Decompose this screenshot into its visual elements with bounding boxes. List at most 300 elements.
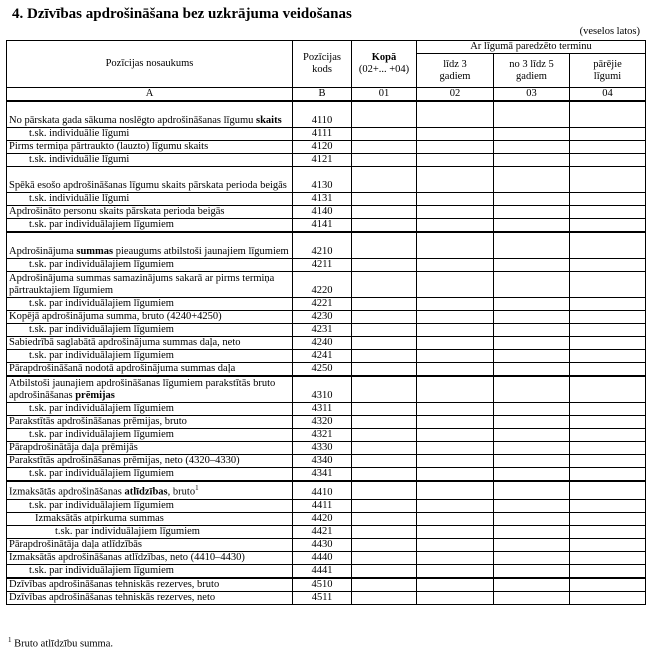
cell-other[interactable] xyxy=(570,337,646,350)
row-code: 4130 xyxy=(293,167,352,193)
row-name-text: t.sk. par individuālajiem līgumiem xyxy=(29,499,174,511)
cell-up-to-3-years[interactable] xyxy=(417,416,494,429)
row-name xyxy=(7,525,293,538)
cell-other[interactable] xyxy=(570,455,646,468)
table-row xyxy=(7,167,646,193)
row-code: 4111 xyxy=(293,128,352,141)
footnote-ref: 1 xyxy=(195,484,199,492)
cell-3-to-5-years[interactable] xyxy=(494,551,570,564)
cell-total[interactable] xyxy=(352,363,417,377)
cell-up-to-3-years[interactable] xyxy=(417,376,494,403)
row-name-text: Izmaksātās apdrošināšanas xyxy=(9,486,125,498)
header-code-line1: Pozīcijas xyxy=(303,52,341,63)
cell-up-to-3-years[interactable] xyxy=(417,259,494,272)
cell-3-to-5-years[interactable] xyxy=(494,298,570,311)
table-row xyxy=(7,416,646,429)
cell-up-to-3-years[interactable] xyxy=(417,101,494,128)
row-code: 4420 xyxy=(293,512,352,525)
row-name-text: Kopējā apdrošinājuma summa, bruto (4240+4250) xyxy=(9,311,222,322)
cell-3-to-5-years[interactable] xyxy=(494,193,570,206)
cell-total[interactable] xyxy=(352,232,417,259)
header-sub-2-line2: gadiem xyxy=(516,70,547,82)
row-code: 4441 xyxy=(293,564,352,578)
cell-up-to-3-years[interactable] xyxy=(417,232,494,259)
cell-total[interactable] xyxy=(352,416,417,429)
row-code: 4211 xyxy=(293,259,352,272)
cell-other[interactable] xyxy=(570,564,646,578)
row-name-text: Sabiedrībā saglabātā apdrošinājuma summas daļa, neto xyxy=(9,337,241,348)
row-code: 4321 xyxy=(293,429,352,442)
header-sub-3-line2: līgumi xyxy=(593,70,622,82)
row-name-bold: prēmijas xyxy=(75,390,115,401)
cell-up-to-3-years[interactable] xyxy=(417,363,494,377)
unit-note: (veselos latos) xyxy=(579,26,640,37)
table-row xyxy=(7,193,646,206)
table-row xyxy=(7,512,646,525)
cell-up-to-3-years[interactable] xyxy=(417,337,494,350)
row-code: 4340 xyxy=(293,455,352,468)
cell-other[interactable] xyxy=(570,512,646,525)
cell-up-to-3-years[interactable] xyxy=(417,324,494,337)
cell-up-to-3-years[interactable] xyxy=(417,311,494,324)
table-row xyxy=(7,128,646,141)
row-name-text: t.sk. par individuālajiem līgumiem xyxy=(29,219,174,230)
cell-total[interactable] xyxy=(352,154,417,167)
row-code: 4231 xyxy=(293,324,352,337)
cell-up-to-3-years[interactable] xyxy=(417,578,494,592)
row-code: 4411 xyxy=(293,499,352,512)
table-row xyxy=(7,376,646,403)
cell-other[interactable] xyxy=(570,232,646,259)
row-name-text: t.sk. par individuālajiem līgumiem xyxy=(29,564,174,576)
header-total-line2: (02+... +04) xyxy=(358,64,410,75)
cell-3-to-5-years[interactable] xyxy=(494,259,570,272)
cell-up-to-3-years[interactable] xyxy=(417,538,494,551)
cell-3-to-5-years[interactable] xyxy=(494,206,570,219)
cell-total[interactable] xyxy=(352,578,417,592)
cell-total[interactable] xyxy=(352,591,417,604)
cell-3-to-5-years[interactable] xyxy=(494,442,570,455)
table-row xyxy=(7,324,646,337)
row-code: 4440 xyxy=(293,551,352,564)
row-name-text: t.sk. individuālie līgumi xyxy=(29,128,130,139)
row-code: 4120 xyxy=(293,141,352,154)
row-name xyxy=(7,551,293,564)
table-row xyxy=(7,455,646,468)
cell-other[interactable] xyxy=(570,363,646,377)
cell-other[interactable] xyxy=(570,167,646,193)
cell-total[interactable] xyxy=(352,525,417,538)
cell-up-to-3-years[interactable] xyxy=(417,551,494,564)
table-row xyxy=(7,272,646,298)
row-name xyxy=(7,101,293,128)
cell-up-to-3-years[interactable] xyxy=(417,499,494,512)
row-name-text: t.sk. par individuālajiem līgumiem xyxy=(29,324,174,335)
cell-3-to-5-years[interactable] xyxy=(494,154,570,167)
cell-other[interactable] xyxy=(570,538,646,551)
page-title: 4. Dzīvības apdrošināšana bez uzkrājuma veidošanas xyxy=(12,6,352,22)
row-code: 4311 xyxy=(293,403,352,416)
cell-total[interactable] xyxy=(352,259,417,272)
cell-3-to-5-years[interactable] xyxy=(494,363,570,377)
cell-3-to-5-years[interactable] xyxy=(494,468,570,482)
row-name xyxy=(7,206,293,219)
cell-3-to-5-years[interactable] xyxy=(494,376,570,403)
cell-total[interactable] xyxy=(352,272,417,298)
row-name-text: Parakstītās apdrošināšanas prēmijas, neto (4320–4330) xyxy=(9,455,240,466)
table-row xyxy=(7,468,646,482)
cell-total[interactable] xyxy=(352,311,417,324)
cell-total[interactable] xyxy=(352,564,417,578)
row-name-text: Dzīvības apdrošināšanas tehniskās rezerves, bruto xyxy=(9,578,220,590)
table-row xyxy=(7,481,646,499)
table-row xyxy=(7,350,646,363)
header-group: Ar līgumā paredzēto terminu xyxy=(417,41,646,54)
cell-3-to-5-years[interactable] xyxy=(494,337,570,350)
header-sub-3 xyxy=(570,54,646,88)
row-name-text: Pārapdrošināšanā nodotā apdrošinājuma summas daļa xyxy=(9,363,236,374)
row-name xyxy=(7,591,293,604)
header-sub-1-line1: līdz 3 xyxy=(443,58,467,70)
cell-other[interactable] xyxy=(570,350,646,363)
cell-other[interactable] xyxy=(570,376,646,403)
row-name-text: No pārskata gada sākuma noslēgto apdrošināšanas līgumu xyxy=(9,115,256,126)
table-row xyxy=(7,578,646,592)
row-name xyxy=(7,311,293,324)
cell-total[interactable] xyxy=(352,538,417,551)
footnote-mark: 1 xyxy=(8,636,12,644)
cell-3-to-5-years[interactable] xyxy=(494,167,570,193)
row-code: 4141 xyxy=(293,219,352,233)
cell-other[interactable] xyxy=(570,141,646,154)
cell-other[interactable] xyxy=(570,128,646,141)
cell-up-to-3-years[interactable] xyxy=(417,403,494,416)
header-sub-2-line1: no 3 līdz 5 xyxy=(509,58,554,70)
row-name xyxy=(7,298,293,311)
table-row xyxy=(7,311,646,324)
header-sub-1 xyxy=(417,54,494,88)
row-name-text: t.sk. individuālie līgumi xyxy=(29,154,130,165)
table-row xyxy=(7,232,646,259)
row-name-text: Izmaksātās atpirkuma summas xyxy=(35,512,164,524)
cell-3-to-5-years[interactable] xyxy=(494,525,570,538)
row-name-text: t.sk. par individuālajiem līgumiem xyxy=(29,298,174,309)
row-code: 4341 xyxy=(293,468,352,482)
cell-3-to-5-years[interactable] xyxy=(494,324,570,337)
cell-other[interactable] xyxy=(570,416,646,429)
row-name xyxy=(7,154,293,167)
cell-3-to-5-years[interactable] xyxy=(494,101,570,128)
table-row xyxy=(7,403,646,416)
table-row xyxy=(7,259,646,272)
row-code: 4220 xyxy=(293,272,352,298)
header-total-line1: Kopā xyxy=(371,52,397,63)
table-row xyxy=(7,525,646,538)
row-code: 4430 xyxy=(293,538,352,551)
row-name xyxy=(7,538,293,551)
cell-up-to-3-years[interactable] xyxy=(417,154,494,167)
cell-3-to-5-years[interactable] xyxy=(494,311,570,324)
table-row xyxy=(7,298,646,311)
cell-3-to-5-years[interactable] xyxy=(494,499,570,512)
cell-total[interactable] xyxy=(352,141,417,154)
row-name xyxy=(7,499,293,512)
table-row xyxy=(7,219,646,233)
cell-other[interactable] xyxy=(570,101,646,128)
row-name-text: Izmaksātās apdrošināšanas atlīdzības, neto (4410–4430) xyxy=(9,551,245,563)
row-name-text: Spēkā esošo apdrošināšanas līgumu skaits pārskata perioda beigās xyxy=(9,180,287,191)
header-code-col xyxy=(293,41,352,88)
row-name xyxy=(7,350,293,363)
table-row xyxy=(7,499,646,512)
cell-total[interactable] xyxy=(352,167,417,193)
letter-a: A xyxy=(7,88,293,102)
cell-3-to-5-years[interactable] xyxy=(494,591,570,604)
row-code: 4330 xyxy=(293,442,352,455)
row-name-text: Apdrošinājuma summas samazinājums sakarā ar pirms termiņa pārtrauktajiem līgumiem xyxy=(9,273,275,296)
cell-other[interactable] xyxy=(570,272,646,298)
row-code: 4121 xyxy=(293,154,352,167)
row-code: 4221 xyxy=(293,298,352,311)
cell-other[interactable] xyxy=(570,259,646,272)
footnote xyxy=(8,636,113,650)
cell-other[interactable] xyxy=(570,206,646,219)
row-name xyxy=(7,429,293,442)
cell-up-to-3-years[interactable] xyxy=(417,564,494,578)
cell-total[interactable] xyxy=(352,219,417,233)
cell-total[interactable] xyxy=(352,499,417,512)
cell-other[interactable] xyxy=(570,551,646,564)
cell-total[interactable] xyxy=(352,101,417,128)
cell-up-to-3-years[interactable] xyxy=(417,429,494,442)
row-name xyxy=(7,193,293,206)
cell-other[interactable] xyxy=(570,481,646,499)
cell-3-to-5-years[interactable] xyxy=(494,272,570,298)
table-row xyxy=(7,363,646,377)
cell-up-to-3-years[interactable] xyxy=(417,272,494,298)
table-row xyxy=(7,442,646,455)
row-code: 4511 xyxy=(293,591,352,604)
table-row xyxy=(7,337,646,350)
row-name-text: Pirms termiņa pārtraukto (lauzto) līgumu skaits xyxy=(9,141,209,152)
cell-up-to-3-years[interactable] xyxy=(417,206,494,219)
cell-other[interactable] xyxy=(570,525,646,538)
row-name-text: Apdrošināto personu skaits pārskata perioda beigās xyxy=(9,206,225,217)
row-name xyxy=(7,232,293,259)
cell-other[interactable] xyxy=(570,324,646,337)
row-name-text: t.sk. par individuālajiem līgumiem xyxy=(29,429,174,440)
cell-total[interactable] xyxy=(352,551,417,564)
row-name xyxy=(7,442,293,455)
cell-total[interactable] xyxy=(352,442,417,455)
header-sub-1-line2: gadiem xyxy=(439,70,471,82)
cell-other[interactable] xyxy=(570,442,646,455)
row-code: 4210 xyxy=(293,232,352,259)
cell-3-to-5-years[interactable] xyxy=(494,219,570,233)
row-code: 4310 xyxy=(293,376,352,403)
row-name-text: t.sk. par individuālajiem līgumiem xyxy=(29,259,174,270)
row-code: 4510 xyxy=(293,578,352,592)
row-code: 4250 xyxy=(293,363,352,377)
row-name-bold: skaits xyxy=(255,115,282,126)
cell-3-to-5-years[interactable] xyxy=(494,128,570,141)
cell-other[interactable] xyxy=(570,219,646,233)
row-name xyxy=(7,481,293,499)
cell-3-to-5-years[interactable] xyxy=(494,512,570,525)
row-code: 4131 xyxy=(293,193,352,206)
header-code-line2: kods xyxy=(312,64,332,75)
table-row xyxy=(7,591,646,604)
table-body xyxy=(7,101,646,604)
table-row xyxy=(7,538,646,551)
cell-total[interactable] xyxy=(352,128,417,141)
table-row xyxy=(7,206,646,219)
cell-3-to-5-years[interactable] xyxy=(494,429,570,442)
table-row xyxy=(7,551,646,564)
column-letters-row xyxy=(7,88,646,102)
cell-total[interactable] xyxy=(352,403,417,416)
cell-3-to-5-years[interactable] xyxy=(494,403,570,416)
cell-3-to-5-years[interactable] xyxy=(494,416,570,429)
cell-3-to-5-years[interactable] xyxy=(494,232,570,259)
cell-other[interactable] xyxy=(570,468,646,482)
table-row xyxy=(7,429,646,442)
cell-total[interactable] xyxy=(352,324,417,337)
row-name xyxy=(7,416,293,429)
cell-up-to-3-years[interactable] xyxy=(417,219,494,233)
cell-total[interactable] xyxy=(352,468,417,482)
row-name xyxy=(7,337,293,350)
cell-other[interactable] xyxy=(570,298,646,311)
row-name-text: t.sk. par individuālajiem līgumiem xyxy=(55,525,200,537)
cell-up-to-3-years[interactable] xyxy=(417,298,494,311)
letter-01: 01 xyxy=(352,88,417,102)
report-table xyxy=(6,40,646,605)
row-name xyxy=(7,455,293,468)
cell-other[interactable] xyxy=(570,429,646,442)
table-row xyxy=(7,154,646,167)
table-row xyxy=(7,564,646,578)
row-name xyxy=(7,403,293,416)
row-code: 4230 xyxy=(293,311,352,324)
cell-total[interactable] xyxy=(352,376,417,403)
row-name xyxy=(7,363,293,377)
cell-total[interactable] xyxy=(352,512,417,525)
row-code: 4110 xyxy=(293,101,352,128)
row-name-text: Atbilstoši jaunajiem apdrošināšanas līgumiem parakstītās bruto apdrošināšanas xyxy=(9,378,276,401)
cell-3-to-5-years[interactable] xyxy=(494,141,570,154)
cell-up-to-3-years[interactable] xyxy=(417,468,494,482)
row-code: 4140 xyxy=(293,206,352,219)
cell-up-to-3-years[interactable] xyxy=(417,591,494,604)
header-name-col: Pozīcijas nosaukums xyxy=(7,41,293,88)
cell-other[interactable] xyxy=(570,591,646,604)
table-row xyxy=(7,101,646,128)
cell-other[interactable] xyxy=(570,578,646,592)
row-name xyxy=(7,219,293,233)
cell-up-to-3-years[interactable] xyxy=(417,442,494,455)
cell-other[interactable] xyxy=(570,154,646,167)
row-name-text: t.sk. par individuālajiem līgumiem xyxy=(29,468,174,479)
row-code: 4421 xyxy=(293,525,352,538)
cell-total[interactable] xyxy=(352,350,417,363)
row-code: 4240 xyxy=(293,337,352,350)
cell-other[interactable] xyxy=(570,499,646,512)
row-name-bold: summas xyxy=(76,246,114,257)
row-name xyxy=(7,259,293,272)
cell-up-to-3-years[interactable] xyxy=(417,193,494,206)
cell-other[interactable] xyxy=(570,311,646,324)
row-name-text: t.sk. par individuālajiem līgumiem xyxy=(29,350,174,361)
header-sub-3-line1: pārējie xyxy=(593,58,622,70)
cell-3-to-5-years[interactable] xyxy=(494,350,570,363)
row-name-text: Dzīvības apdrošināšanas tehniskās rezerves, neto xyxy=(9,591,216,603)
header-total-col xyxy=(352,41,417,88)
row-name xyxy=(7,272,293,298)
row-name-bold: atlīdzības xyxy=(124,486,168,498)
row-name-text: Pārapdrošinātāja daļa atlīdzībās xyxy=(9,538,142,550)
cell-other[interactable] xyxy=(570,403,646,416)
row-name xyxy=(7,512,293,525)
cell-total[interactable] xyxy=(352,206,417,219)
row-name xyxy=(7,564,293,578)
row-name-after: , bruto xyxy=(167,486,196,498)
row-name xyxy=(7,376,293,403)
row-code: 4241 xyxy=(293,350,352,363)
cell-total[interactable] xyxy=(352,455,417,468)
row-name-text: t.sk. individuālie līgumi xyxy=(29,193,130,204)
cell-3-to-5-years[interactable] xyxy=(494,564,570,578)
row-name xyxy=(7,468,293,482)
cell-total[interactable] xyxy=(352,193,417,206)
cell-up-to-3-years[interactable] xyxy=(417,350,494,363)
cell-up-to-3-years[interactable] xyxy=(417,512,494,525)
cell-up-to-3-years[interactable] xyxy=(417,455,494,468)
cell-up-to-3-years[interactable] xyxy=(417,141,494,154)
cell-up-to-3-years[interactable] xyxy=(417,128,494,141)
row-name xyxy=(7,167,293,193)
cell-up-to-3-years[interactable] xyxy=(417,167,494,193)
letter-02: 02 xyxy=(417,88,494,102)
header-sub-2 xyxy=(494,54,570,88)
row-name xyxy=(7,128,293,141)
cell-total[interactable] xyxy=(352,337,417,350)
row-name-text: Apdrošinājuma xyxy=(9,246,77,257)
cell-3-to-5-years[interactable] xyxy=(494,455,570,468)
row-name xyxy=(7,578,293,592)
letter-b: B xyxy=(293,88,352,102)
cell-total[interactable] xyxy=(352,298,417,311)
cell-3-to-5-years[interactable] xyxy=(494,538,570,551)
row-name xyxy=(7,141,293,154)
table-row xyxy=(7,141,646,154)
letter-03: 03 xyxy=(494,88,570,102)
row-name-text: Pārapdrošinātāja daļa prēmijās xyxy=(9,442,138,453)
cell-total[interactable] xyxy=(352,481,417,499)
cell-up-to-3-years[interactable] xyxy=(417,525,494,538)
cell-total[interactable] xyxy=(352,429,417,442)
row-name-text: t.sk. par individuālajiem līgumiem xyxy=(29,403,174,414)
cell-up-to-3-years[interactable] xyxy=(417,481,494,499)
cell-3-to-5-years[interactable] xyxy=(494,578,570,592)
letter-04: 04 xyxy=(570,88,646,102)
footnote-text: Bruto atlīdzību summa. xyxy=(11,638,113,650)
cell-3-to-5-years[interactable] xyxy=(494,481,570,499)
row-name-after: pieaugums atbilstoši jaunajiem līgumiem xyxy=(113,246,289,257)
row-code: 4320 xyxy=(293,416,352,429)
row-name xyxy=(7,324,293,337)
cell-other[interactable] xyxy=(570,193,646,206)
